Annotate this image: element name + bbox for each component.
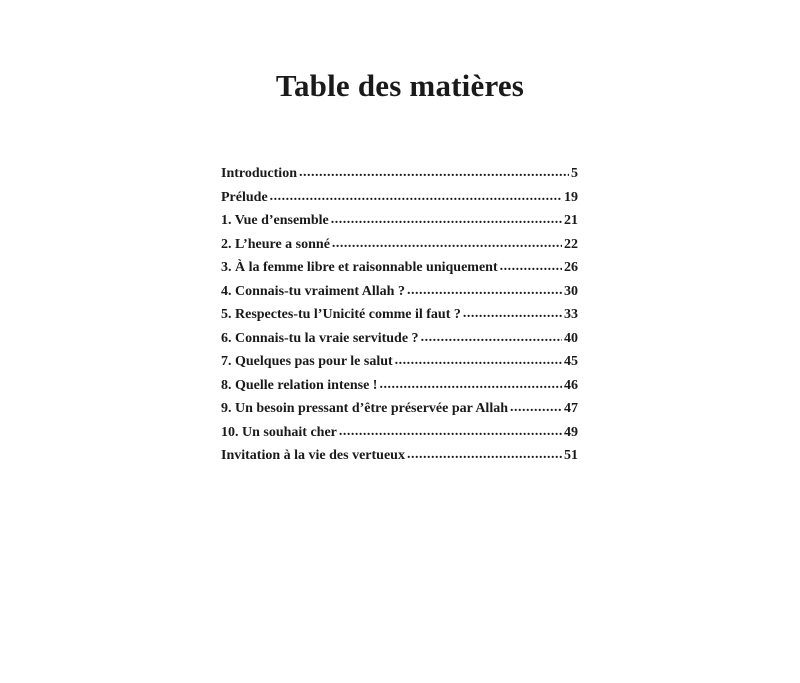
toc-dot-leader [463,306,562,322]
toc-entry-label: 6. Connais-tu la vraie servitude ? [221,330,419,346]
toc-entry-label: 2. L’heure a sonné [221,236,330,252]
toc-entry-page: 30 [564,283,578,299]
toc-entry-label: Invitation à la vie des vertueux [221,448,405,463]
toc-entry-label: 7. Quelques pas pour le salut [221,354,393,369]
page-title: Table des matières [275,68,525,103]
toc-entry-label: 1. Vue d’ensemble [221,213,329,228]
toc-entry [221,213,578,237]
toc-dot-leader [332,236,562,252]
toc-entry-page: 26 [564,260,578,275]
toc-entry-page: 22 [564,236,578,252]
toc-entry-label: 4. Connais-tu vraiment Allah ? [221,283,405,299]
toc-entry-label: 5. Respectes-tu l’Unicité comme il faut ? [221,307,461,322]
toc-entry-label: Introduction [221,166,297,181]
toc-dot-leader [299,165,569,181]
toc-entry [221,237,578,261]
toc-dot-leader [407,283,562,299]
toc-entry [221,354,578,378]
toc-entry-page: 40 [564,330,578,346]
toc-entry [221,190,578,214]
toc-entry-page: 5 [571,166,578,181]
toc-entry-page: 51 [564,448,578,463]
toc-dot-leader [500,259,562,275]
toc-entry-page: 19 [564,189,578,205]
toc-dot-leader [339,424,562,440]
toc-entry-label: Prélude [221,189,268,205]
toc-entry [221,401,578,425]
toc-entry-page: 21 [564,213,578,228]
toc-entry-label: 3. À la femme libre et raisonnable uniquement [221,260,498,275]
toc-entry-label: 9. Un besoin pressant d’être préservée par Allah [221,401,508,416]
toc-entry [221,260,578,284]
toc-entry [221,284,578,308]
toc-entry [221,448,578,472]
toc-entry-page: 49 [564,424,578,440]
toc-entry [221,307,578,331]
toc-dot-leader [421,330,562,346]
toc-dot-leader [331,212,562,228]
toc-entry [221,166,578,190]
toc-dot-leader [407,447,562,463]
toc-dot-leader [379,377,562,393]
table-of-contents [221,166,578,472]
toc-entry-label: 8. Quelle relation intense ! [221,377,378,393]
toc-dot-leader [270,189,562,205]
toc-entry-page: 46 [564,377,578,393]
toc-dot-leader [510,400,562,416]
toc-entry-page: 33 [564,307,578,322]
toc-entry [221,331,578,355]
toc-entry [221,378,578,402]
toc-entry [221,425,578,449]
toc-entry-label: 10. Un souhait cher [221,424,337,440]
toc-dot-leader [395,353,562,369]
toc-entry-page: 45 [564,354,578,369]
toc-entry-page: 47 [564,401,578,416]
